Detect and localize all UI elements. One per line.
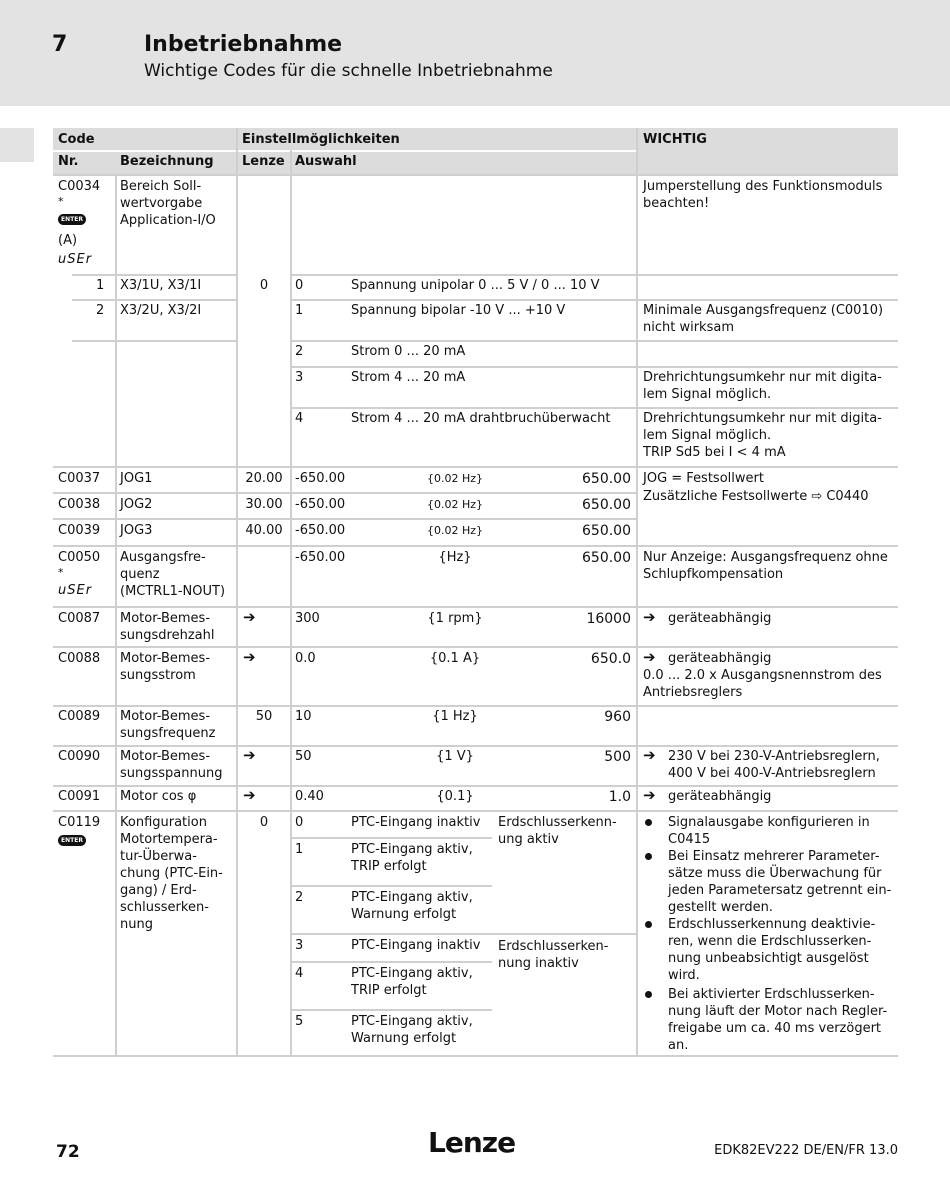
code-c0088: C0088 — [58, 651, 101, 666]
min-c0087: 300 — [295, 611, 320, 626]
hline-119-4 — [290, 1009, 492, 1011]
hline-c0050 — [53, 606, 898, 608]
max-c0087: 16000 — [586, 611, 631, 627]
hline-119-3 — [290, 961, 492, 963]
bullet4-3: freigabe um ca. 40 ms verzögert — [668, 1021, 882, 1036]
enter-icon: ENTER — [58, 214, 86, 225]
bez-c0039: JOG3 — [120, 523, 153, 538]
opt-text-3: Strom 4 ... 20 mA — [351, 370, 466, 385]
hline-119-0 — [290, 837, 492, 839]
opt119-text-2b: Warnung erfolgt — [351, 907, 457, 922]
opt119-n-5: 5 — [295, 1014, 304, 1029]
bullet2-4: gestellt werden. — [668, 900, 773, 915]
bez-c0034-3: Application-I/O — [120, 213, 216, 228]
vline-lenze — [290, 150, 292, 1056]
bez-c0119-2: Motortempera- — [120, 832, 218, 847]
bez-c0119-6: schlusserken- — [120, 900, 209, 915]
wichtig-c0088-1: geräteabhängig — [668, 651, 772, 666]
code-c0091: C0091 — [58, 789, 101, 804]
opt-n-1: 1 — [295, 303, 304, 318]
max-c0038: 650.00 — [582, 497, 631, 513]
opt-w-3b: lem Signal möglich. — [643, 387, 772, 402]
vline-code — [115, 176, 117, 1056]
min-c0091: 0.40 — [295, 789, 324, 804]
opt-n-4: 4 — [295, 411, 304, 426]
bez-c0119-5: gang) / Erd- — [120, 883, 197, 898]
code-c0119: C0119 — [58, 815, 101, 830]
header-wichtig: WICHTIG — [643, 132, 707, 147]
bullet2-3: jeden Parametersatz getrennt ein- — [668, 883, 892, 898]
min-c0050: -650.00 — [295, 550, 346, 565]
wichtig-c0034-2: beachten! — [643, 196, 710, 211]
bez-c0089-2: sungsfrequenz — [120, 726, 216, 741]
header-auswahl: Auswahl — [295, 154, 357, 169]
user-icon: uSEr — [58, 583, 93, 598]
lenze-c0038: 30.00 — [245, 497, 283, 512]
hline-c0087 — [53, 646, 898, 648]
step-c0091: {0.1} — [436, 789, 474, 804]
bez-c0050-1: Ausgangsfre- — [120, 550, 206, 565]
arrow-icon: ➔ — [643, 648, 656, 666]
opt-text-2: Strom 0 ... 20 mA — [351, 344, 466, 359]
bez-c0038: JOG2 — [120, 497, 153, 512]
wichtig-c0037: JOG = Festsollwert — [643, 471, 764, 486]
lenze-c0039: 40.00 — [245, 523, 283, 538]
hline-c0089 — [53, 745, 898, 747]
bez-c0089-1: Motor-Bemes- — [120, 709, 211, 724]
bez-c0119-1: Konfiguration — [120, 815, 207, 830]
code-c0037: C0037 — [58, 471, 101, 486]
vline-wichtig — [636, 128, 638, 1056]
opt-text-4: Strom 4 ... 20 mA drahtbruchüberwacht — [351, 411, 611, 426]
opt-w-4c: TRIP Sd5 bei I < 4 mA — [643, 445, 786, 460]
bullet-icon — [645, 819, 652, 826]
hline-opt1 — [290, 340, 898, 342]
a-label-c0034: (A) — [58, 233, 78, 248]
opt-text-1: Spannung bipolar -10 V ... +10 V — [351, 303, 566, 318]
opt119-n-2: 2 — [295, 890, 304, 905]
wichtig-c0091: geräteabhängig — [668, 789, 772, 804]
erd-inaktiv-2: nung inaktiv — [498, 956, 579, 971]
opt-n-2: 2 — [295, 344, 304, 359]
header-lenze: Lenze — [242, 154, 285, 169]
max-c0039: 650.00 — [582, 523, 631, 539]
min-c0038: -650.00 — [295, 497, 346, 512]
max-c0088: 650.0 — [590, 651, 631, 667]
opt119-n-1: 1 — [295, 842, 304, 857]
opt119-n-3: 3 — [295, 938, 304, 953]
hline-c0034-sub — [72, 274, 236, 276]
hline-c0039 — [53, 545, 898, 547]
bez-c0087-1: Motor-Bemes- — [120, 611, 211, 626]
max-c0037: 650.00 — [582, 471, 631, 487]
code-c0038: C0038 — [58, 497, 101, 512]
step-c0038: {0.02 Hz} — [426, 498, 484, 511]
code-c0039: C0039 — [58, 523, 101, 538]
side-tab-marker — [0, 128, 34, 162]
star-c0034: * — [58, 195, 64, 208]
page-number: 72 — [56, 1142, 80, 1162]
bez-c0119-4: chung (PTC-Ein- — [120, 866, 223, 881]
wichtig-c0050-1: Nur Anzeige: Ausgangsfrequenz ohne — [643, 550, 888, 565]
step-c0089: {1 Hz} — [432, 709, 478, 724]
document-id: EDK82EV222 DE/EN/FR 13.0 — [714, 1143, 898, 1158]
sub-bez-2: X3/2U, X3/2I — [120, 303, 202, 318]
opt119-n-0: 0 — [295, 815, 304, 830]
opt119-text-5b: Warnung erfolgt — [351, 1031, 457, 1046]
wichtig-c0088-2: 0.0 ... 2.0 x Ausgangsnennstrom des — [643, 668, 882, 683]
opt119-text-3: PTC-Eingang inaktiv — [351, 938, 481, 953]
user-icon: uSEr — [58, 252, 93, 267]
hline-c0091 — [53, 810, 898, 812]
chapter-number: 7 — [52, 32, 68, 57]
erd-aktiv-2: ung aktiv — [498, 832, 559, 847]
bez-c0087-2: sungsdrehzahl — [120, 628, 215, 643]
header-code: Code — [58, 132, 95, 147]
hline-c0088 — [53, 705, 898, 707]
header-einstell: Einstellmöglichkeiten — [242, 132, 400, 147]
header-bezeichnung: Bezeichnung — [120, 154, 214, 169]
bez-c0088-2: sungsstrom — [120, 668, 196, 683]
lenze-c0119: 0 — [259, 815, 269, 830]
arrow-icon: ➔ — [643, 786, 656, 804]
opt119-text-5a: PTC-Eingang aktiv, — [351, 1014, 473, 1029]
hline-sub1 — [72, 299, 236, 301]
opt-w-1b: nicht wirksam — [643, 320, 734, 335]
bez-c0090-1: Motor-Bemes- — [120, 749, 211, 764]
arrow-icon: ➔ — [243, 786, 256, 804]
bullet1-1: Signalausgabe konfigurieren in — [668, 815, 870, 830]
opt119-text-4a: PTC-Eingang aktiv, — [351, 966, 473, 981]
bullet3-1: Erdschlusserkennung deaktivie- — [668, 917, 876, 932]
chapter-title: Inbetriebnahme — [144, 32, 343, 57]
hline-c0038 — [53, 518, 636, 520]
lenze-c0037: 20.00 — [245, 471, 283, 486]
opt-n-0: 0 — [295, 278, 304, 293]
opt-w-4a: Drehrichtungsumkehr nur mit digita- — [643, 411, 882, 426]
max-c0091: 1.0 — [608, 789, 631, 805]
bullet-icon — [645, 853, 652, 860]
opt-text-0: Spannung unipolar 0 ... 5 V / 0 ... 10 V — [351, 278, 600, 293]
opt119-text-0: PTC-Eingang inaktiv — [351, 815, 481, 830]
max-c0050: 650.00 — [582, 550, 631, 566]
wichtig-c0038: Zusätzliche Festsollwerte ⇨ C0440 — [643, 489, 869, 504]
hline-opt0 — [290, 299, 898, 301]
hline-opt2 — [290, 366, 898, 368]
lenze-c0034: 0 — [259, 278, 269, 293]
lenze-logo: Lenze — [428, 1126, 516, 1159]
bullet2-1: Bei Einsatz mehrerer Parameter- — [668, 849, 880, 864]
erd-inaktiv-1: Erdschlusserken- — [498, 939, 609, 954]
bez-c0119-3: tur-Überwa- — [120, 849, 197, 864]
bullet2-2: sätze muss die Überwachung für — [668, 866, 882, 881]
bez-c0037: JOG1 — [120, 471, 153, 486]
opt119-text-2a: PTC-Eingang aktiv, — [351, 890, 473, 905]
bez-c0090-2: sungsspannung — [120, 766, 223, 781]
arrow-icon: ➔ — [243, 608, 256, 626]
bez-c0119-7: nung — [120, 917, 153, 932]
opt-w-4b: lem Signal möglich. — [643, 428, 772, 443]
sub-nr-2: 2 — [96, 303, 105, 318]
header-divider — [53, 150, 636, 152]
hline-c0090 — [53, 785, 898, 787]
wichtig-c0050-2: Schlupfkompensation — [643, 567, 784, 582]
bullet1-2: C0415 — [668, 832, 711, 847]
wichtig-c0088-3: Antriebsreglers — [643, 685, 743, 700]
hline-c0034-opt0 — [290, 274, 898, 276]
hline-c0037 — [53, 492, 636, 494]
chapter-header — [0, 0, 950, 106]
opt-w-1a: Minimale Ausgangsfrequenz (C0010) — [643, 303, 884, 318]
code-c0050: C0050 — [58, 550, 101, 565]
step-c0087: {1 rpm} — [427, 611, 483, 626]
erd-aktiv-1: Erdschlusserkenn- — [498, 815, 617, 830]
arrow-icon: ➔ — [243, 746, 256, 764]
bullet4-1: Bei aktivierter Erdschlusserken- — [668, 987, 875, 1002]
bez-c0034-2: wertvorgabe — [120, 196, 203, 211]
opt119-text-1b: TRIP erfolgt — [351, 859, 427, 874]
opt-n-3: 3 — [295, 370, 304, 385]
chapter-subtitle: Wichtige Codes für die schnelle Inbetriebnahme — [144, 61, 553, 81]
sub-nr-1: 1 — [96, 278, 105, 293]
step-c0088: {0.1 A} — [429, 651, 481, 666]
bullet3-4: wird. — [668, 968, 700, 983]
hline-0 — [53, 174, 898, 176]
bullet3-3: nung unbeabsichtigt ausgelöst — [668, 951, 869, 966]
wichtig-c0087: geräteabhängig — [668, 611, 772, 626]
header-nr: Nr. — [58, 154, 79, 169]
lenze-c0089: 50 — [255, 709, 273, 724]
min-c0089: 10 — [295, 709, 312, 724]
bullet4-2: nung läuft der Motor nach Regler- — [668, 1004, 888, 1019]
bez-c0050-3: (MCTRL1-NOUT) — [120, 584, 226, 599]
opt119-text-1a: PTC-Eingang aktiv, — [351, 842, 473, 857]
min-c0037: -650.00 — [295, 471, 346, 486]
hline-table-end — [53, 1055, 898, 1057]
hline-119-1 — [290, 885, 492, 887]
vline-bez — [236, 128, 238, 1056]
bez-c0091: Motor cos φ — [120, 789, 197, 804]
hline-sub2 — [72, 340, 236, 342]
code-c0090: C0090 — [58, 749, 101, 764]
min-c0090: 50 — [295, 749, 312, 764]
wichtig-c0090-2: 400 V bei 400-V-Antriebsreglern — [668, 766, 876, 781]
code-c0087: C0087 — [58, 611, 101, 626]
star-c0050: * — [58, 566, 64, 579]
bullet-icon — [645, 921, 652, 928]
min-c0088: 0.0 — [295, 651, 316, 666]
wichtig-c0090-1: 230 V bei 230-V-Antriebsreglern, — [668, 749, 880, 764]
max-c0089: 960 — [604, 709, 631, 725]
bullet-icon — [645, 991, 652, 998]
bez-c0088-1: Motor-Bemes- — [120, 651, 211, 666]
step-c0050: {Hz} — [438, 550, 472, 565]
wichtig-c0034-1: Jumperstellung des Funktionsmoduls — [643, 179, 883, 194]
enter-icon: ENTER — [58, 835, 86, 846]
bez-c0050-2: quenz — [120, 567, 160, 582]
bez-c0034-1: Bereich Soll- — [120, 179, 202, 194]
opt119-n-4: 4 — [295, 966, 304, 981]
opt119-text-4b: TRIP erfolgt — [351, 983, 427, 998]
bullet4-4: an. — [668, 1038, 689, 1053]
code-c0089: C0089 — [58, 709, 101, 724]
max-c0090: 500 — [604, 749, 631, 765]
step-c0039: {0.02 Hz} — [426, 524, 484, 537]
bullet3-2: ren, wenn die Erdschlusserken- — [668, 934, 872, 949]
opt-w-3a: Drehrichtungsumkehr nur mit digita- — [643, 370, 882, 385]
step-c0037: {0.02 Hz} — [426, 472, 484, 485]
arrow-icon: ➔ — [643, 608, 656, 626]
sub-bez-1: X3/1U, X3/1I — [120, 278, 202, 293]
hline-c0034-end — [53, 466, 898, 468]
arrow-icon: ➔ — [643, 746, 656, 764]
code-c0034: C0034 — [58, 179, 101, 194]
hline-119-2 — [290, 933, 636, 935]
arrow-icon: ➔ — [243, 648, 256, 666]
step-c0090: {1 V} — [436, 749, 474, 764]
hline-opt3 — [290, 407, 898, 409]
min-c0039: -650.00 — [295, 523, 346, 538]
